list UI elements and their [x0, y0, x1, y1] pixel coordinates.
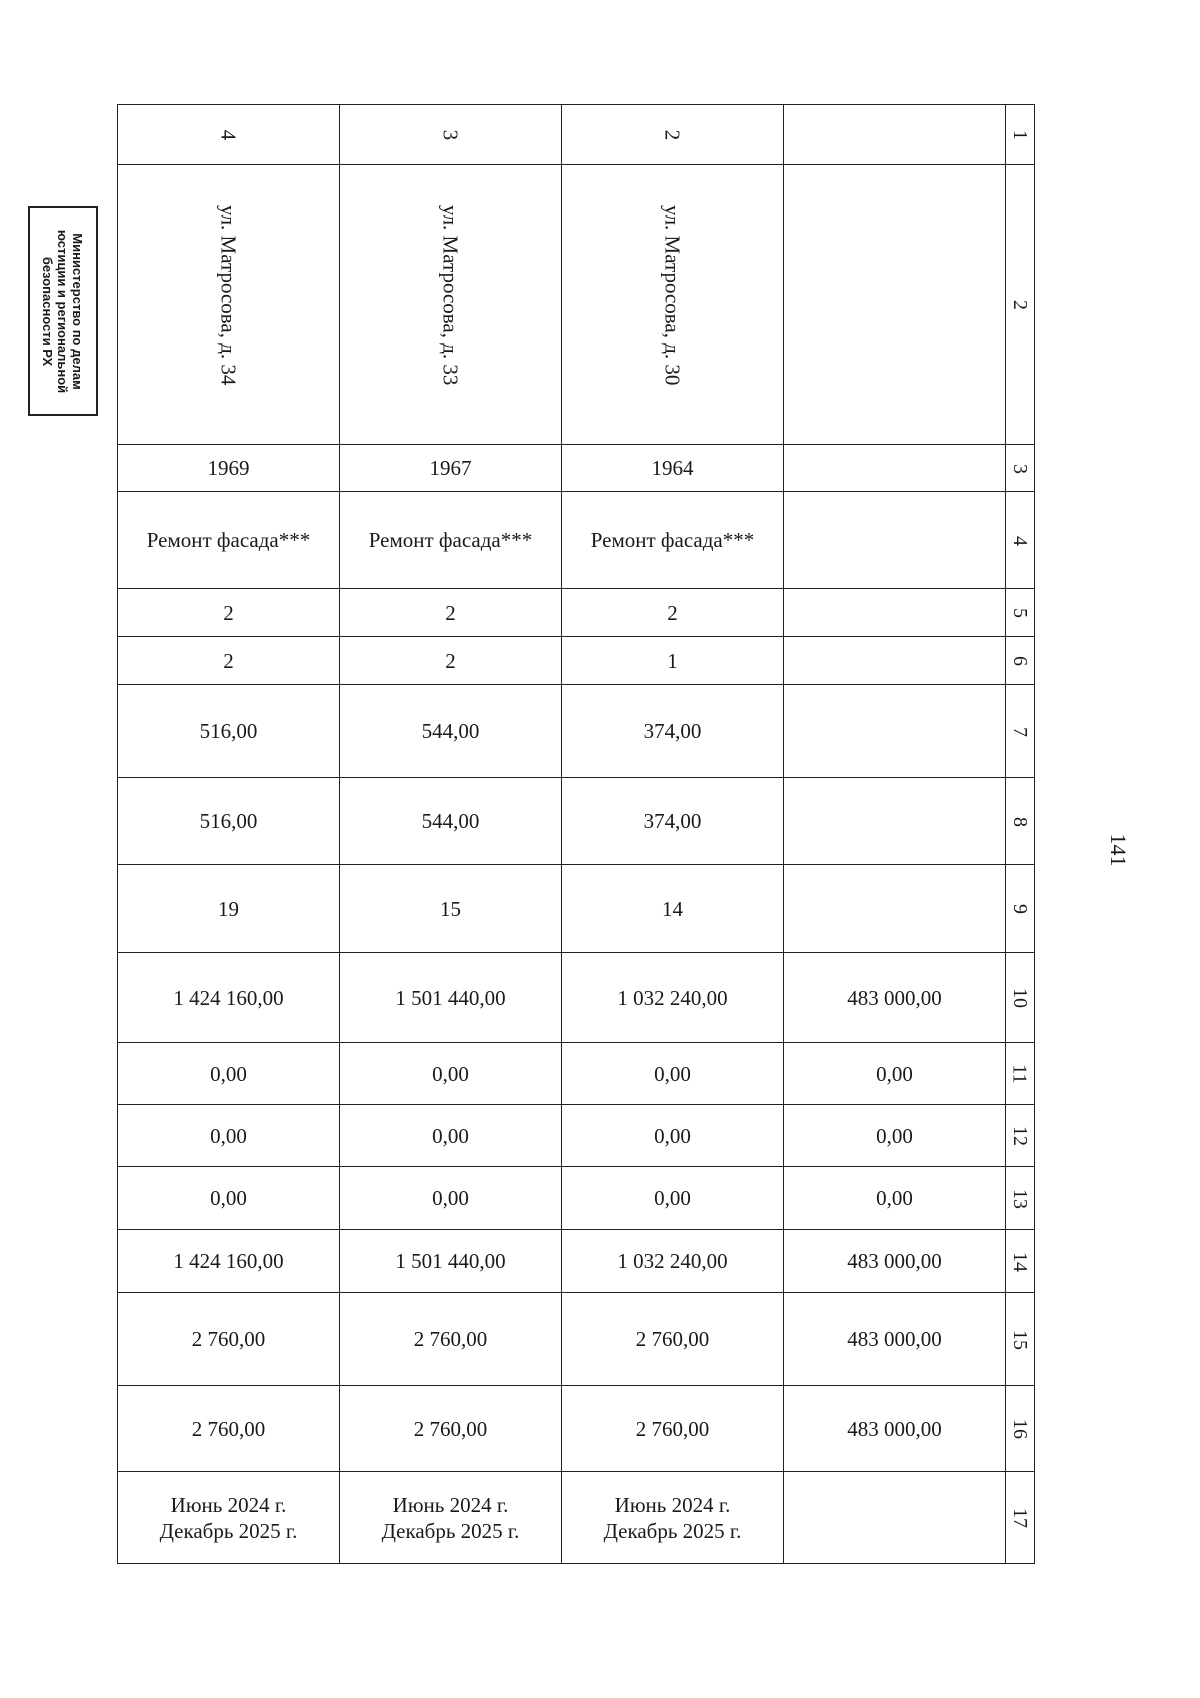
table-cell [784, 1472, 1006, 1564]
table-cell: 2 [562, 589, 784, 637]
table-cell: 2 [340, 589, 562, 637]
table-cell: 516,00 [118, 685, 340, 778]
table-cell: 1 424 160,00 [118, 1230, 340, 1293]
address-cell: ул. Матросова, д. 34 [118, 165, 340, 445]
table-cell: 0,00 [118, 1043, 340, 1105]
column-number: 3 [1006, 445, 1035, 492]
table-cell: 2 760,00 [118, 1386, 340, 1472]
table-cell: 1969 [118, 445, 340, 492]
table-cell: 0,00 [118, 1105, 340, 1167]
table-cell: 0,00 [118, 1167, 340, 1230]
table-cell: 2 760,00 [562, 1293, 784, 1386]
table-row [118, 865, 1035, 953]
address-cell: ул. Матросова, д. 30 [562, 165, 784, 445]
table-cell [784, 865, 1006, 953]
column-number: 7 [1006, 685, 1035, 778]
table-cell [784, 105, 1006, 165]
table-cell: 3 [340, 105, 562, 165]
table-cell: 0,00 [784, 1167, 1006, 1230]
table-row [118, 105, 1035, 165]
table-cell: 0,00 [340, 1167, 562, 1230]
table-cell [784, 778, 1006, 865]
table-row [118, 1472, 1035, 1564]
stamp-line: безопасности РХ [40, 256, 56, 366]
table-cell: 1 [562, 637, 784, 685]
table-cell: Июнь 2024 г. Декабрь 2025 г. [562, 1472, 784, 1564]
address-cell [784, 165, 1006, 445]
table-cell [784, 685, 1006, 778]
table-cell: Июнь 2024 г. Декабрь 2025 г. [118, 1472, 340, 1564]
table-row [118, 953, 1035, 1043]
column-number: 14 [1006, 1230, 1035, 1293]
column-number: 8 [1006, 778, 1035, 865]
table-cell: 374,00 [562, 685, 784, 778]
column-number: 5 [1006, 589, 1035, 637]
table-cell: Ремонт фасада*** [562, 492, 784, 589]
table-cell: 0,00 [562, 1043, 784, 1105]
table-row [118, 1386, 1035, 1472]
table-cell [784, 492, 1006, 589]
table-row [118, 445, 1035, 492]
table-row [118, 1230, 1035, 1293]
table-cell: 544,00 [340, 685, 562, 778]
page-number: 141 [1106, 833, 1131, 867]
table-cell: 483 000,00 [784, 1230, 1006, 1293]
table-cell: 516,00 [118, 778, 340, 865]
column-number: 1 [1006, 105, 1035, 165]
table-cell: 0,00 [784, 1105, 1006, 1167]
table-cell: 2 [118, 637, 340, 685]
table-cell: 1964 [562, 445, 784, 492]
table-cell [784, 637, 1006, 685]
table-cell: 483 000,00 [784, 1386, 1006, 1472]
table-cell: 0,00 [340, 1105, 562, 1167]
table-cell: 2 [562, 105, 784, 165]
column-number: 15 [1006, 1293, 1035, 1386]
table-row [118, 1167, 1035, 1230]
table-cell: 1 032 240,00 [562, 953, 784, 1043]
stamp-line: юстиции и региональной [55, 229, 71, 393]
table-cell: 2 760,00 [340, 1293, 562, 1386]
column-number: 12 [1006, 1105, 1035, 1167]
table-cell: 19 [118, 865, 340, 953]
table-row [118, 1105, 1035, 1167]
table-row [118, 492, 1035, 589]
table-cell: Июнь 2024 г. Декабрь 2025 г. [340, 1472, 562, 1564]
column-number: 16 [1006, 1386, 1035, 1472]
table-row [118, 1293, 1035, 1386]
table-cell: 2 [340, 637, 562, 685]
table-cell: Ремонт фасада*** [340, 492, 562, 589]
registration-stamp [28, 206, 98, 416]
table-row [118, 165, 1035, 445]
table-row [118, 589, 1035, 637]
repair-table [117, 104, 1035, 1564]
table-cell: 1 032 240,00 [562, 1230, 784, 1293]
column-number: 6 [1006, 637, 1035, 685]
column-number: 9 [1006, 865, 1035, 953]
column-number: 2 [1006, 165, 1035, 445]
table-cell: 4 [118, 105, 340, 165]
table-cell: 0,00 [784, 1043, 1006, 1105]
table-cell: 544,00 [340, 778, 562, 865]
table-cell: 483 000,00 [784, 1293, 1006, 1386]
table-cell: 15 [340, 865, 562, 953]
table-cell: 2 760,00 [562, 1386, 784, 1472]
table-cell: 1 501 440,00 [340, 1230, 562, 1293]
column-number: 4 [1006, 492, 1035, 589]
table-cell: 0,00 [562, 1105, 784, 1167]
table-cell [784, 589, 1006, 637]
table-row [118, 778, 1035, 865]
table-row [118, 637, 1035, 685]
column-number: 11 [1006, 1043, 1035, 1105]
table-cell: 1 501 440,00 [340, 953, 562, 1043]
table-cell: 14 [562, 865, 784, 953]
table-cell: 2 760,00 [118, 1293, 340, 1386]
table-cell: 2 760,00 [340, 1386, 562, 1472]
table-cell: 2 [118, 589, 340, 637]
column-number: 10 [1006, 953, 1035, 1043]
table-row [118, 1043, 1035, 1105]
stamp-line: Министерство по делам [70, 232, 86, 390]
table-cell: 483 000,00 [784, 953, 1006, 1043]
table-cell: 0,00 [562, 1167, 784, 1230]
table-cell: 1 424 160,00 [118, 953, 340, 1043]
table-cell [784, 445, 1006, 492]
table-cell: 374,00 [562, 778, 784, 865]
table-cell: Ремонт фасада*** [118, 492, 340, 589]
address-cell: ул. Матросова, д. 33 [340, 165, 562, 445]
table-cell: 0,00 [340, 1043, 562, 1105]
column-number: 13 [1006, 1167, 1035, 1230]
column-number: 17 [1006, 1472, 1035, 1564]
table-row [118, 685, 1035, 778]
table-cell: 1967 [340, 445, 562, 492]
